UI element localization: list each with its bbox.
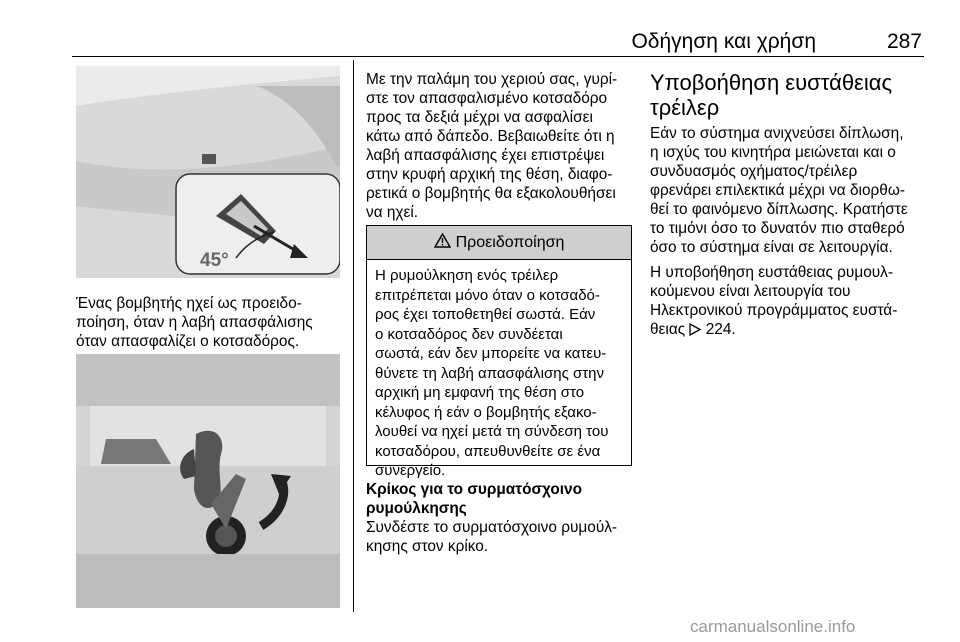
text-line: κάτω από δάπεδο. Βεβαιωθείτε ότι η xyxy=(366,128,615,145)
text-line: Η ρυμούλκηση ενός τρέιλερ xyxy=(375,267,559,284)
caption-line: Ένας βομβητής ηχεί ως προειδο- xyxy=(76,295,302,312)
warning-text xyxy=(367,260,631,487)
text-line: ρετικά ο βομβητής θα εξακολουθήσει xyxy=(366,185,616,202)
text-line: Συνδέστε το συρματόσχοινο ρυμούλ- xyxy=(366,519,618,536)
warning-header xyxy=(367,226,631,260)
text-line: κοτσαδόρου, απευθυνθείτε σε ένα xyxy=(375,442,601,460)
text-line: όσο το σύστημα είναι σε λειτουργία. xyxy=(650,239,893,256)
header-title: Οδήγηση και χρήση xyxy=(631,30,816,53)
text-line: κέλυφος ή εάν ο βομβητής εξακο- xyxy=(375,403,597,421)
text-line xyxy=(650,320,940,341)
caption-line: όταν απασφαλίζει ο κοτσαδόρος. xyxy=(76,333,300,350)
text-line: συνδυασμός οχήματος/τρέιλερ xyxy=(650,163,858,180)
section-heading: ρυμούλκησης xyxy=(366,500,467,517)
text-line: προς τα δεξιά μέχρι να ασφαλίσει xyxy=(366,109,593,126)
caption-line: ποίηση, όταν η λαβή απασφάλισης xyxy=(76,314,313,331)
text-line: κησης στον κρίκο. xyxy=(366,538,489,555)
warning-box xyxy=(366,225,632,479)
right-column xyxy=(650,70,940,341)
angle-label: 45° xyxy=(200,250,229,271)
text-line: θύνετε τη λαβή απασφάλισης στην xyxy=(375,364,605,382)
text-line: Η υποβοήθηση ευστάθειας ρυμουλ- xyxy=(650,264,893,281)
section-heading: Κρίκος για το συρματόσχοινο xyxy=(366,481,582,498)
page-header xyxy=(72,28,924,57)
text-line: κούμενου είναι λειτουργία του xyxy=(650,283,851,300)
text-line: λουθεί να ηχεί μετά τη σύνδεση του xyxy=(375,423,609,440)
section-title: Υποβοήθηση ευστάθειας xyxy=(650,70,893,95)
text-line: αρχική μη εμφανή της θέση στο xyxy=(375,384,585,401)
warning-title: Προειδοποίηση xyxy=(455,233,565,251)
figure-tow-hitch-handle xyxy=(76,66,340,278)
warning-triangle-icon xyxy=(434,233,451,253)
watermark: carmanualsonline.info xyxy=(690,617,856,636)
arrow-ref-icon xyxy=(689,322,701,341)
text-line: να ηχεί. xyxy=(366,204,419,221)
text-line: ο κοτσαδόρος δεν συνδέεται xyxy=(375,325,563,343)
text-line: στε τον απασφαλισμένο κοτσαδόρο xyxy=(366,90,608,107)
text-line: η ισχύς του κινητήρα μειώνεται και ο xyxy=(650,144,896,161)
text-line: Ηλεκτρονικού προγράμματος ευστά- xyxy=(650,302,898,319)
text-line: ρος έχει τοποθετηθεί σωστά. Εάν xyxy=(375,306,596,323)
section-title: τρέιλερ xyxy=(650,95,720,120)
text-line: λαβή απασφάλισης έχει επιστρέψει xyxy=(366,147,605,164)
page-number: 287 xyxy=(886,30,922,53)
figure-tow-bar-swivel xyxy=(76,354,340,608)
text-fragment: θειας xyxy=(650,321,686,338)
page-reference[interactable]: 224. xyxy=(705,321,736,338)
text-line: επιτρέπεται μόνο όταν ο κοτσαδό- xyxy=(375,286,600,304)
towing-eye-section xyxy=(366,480,646,556)
text-line: Με την παλάμη του χεριού σας, γυρί- xyxy=(366,71,618,88)
text-line: θεί το φαινόμενο δίπλωσης. Κρατήστε xyxy=(650,201,908,218)
text-line: σωστά, εάν δεν μπορείτε να κατευ- xyxy=(375,345,607,362)
text-line: το τιμόνι όσο το δυνατόν πιο σταθερό xyxy=(650,220,905,237)
text-line: στην κρυφή αρχική της θέση, διαφο- xyxy=(366,166,613,183)
left-caption xyxy=(76,294,346,351)
text-line: φρενάρει επιλεκτικά μέχρι να διορθω- xyxy=(650,182,905,199)
text-line: συνεργείο. xyxy=(375,462,446,479)
text-line: Εάν το σύστημα ανιχνεύσει δίπλωση, xyxy=(650,125,904,142)
middle-intro xyxy=(366,70,646,222)
column-divider xyxy=(353,60,354,612)
